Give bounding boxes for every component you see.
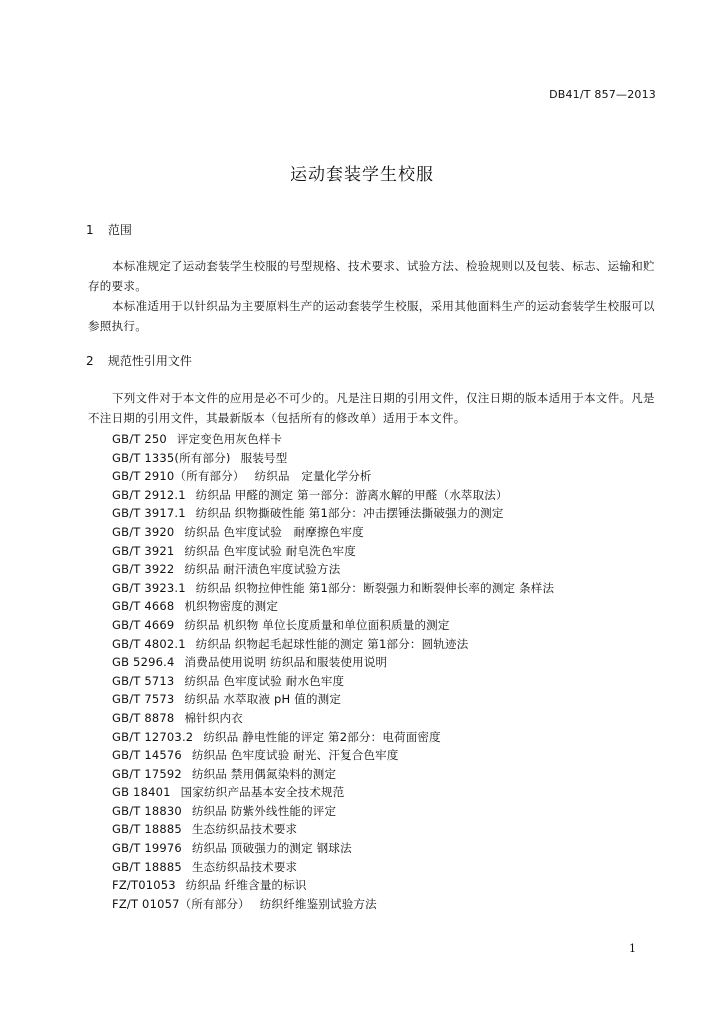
section-title: 规范性引用文件 bbox=[107, 354, 192, 368]
reference-title: 纺织品 甲醛的测定 第一部分：游离水解的甲醛（水萃取法） bbox=[195, 487, 508, 502]
reference-list bbox=[112, 430, 554, 913]
reference-code: GB/T 2910（所有部分） bbox=[112, 469, 245, 484]
reference-title: 消费品使用说明 纺织品和服装使用说明 bbox=[184, 655, 388, 670]
reference-title: 纺织品 禁用偶氮染料的测定 bbox=[191, 766, 337, 781]
list-item bbox=[112, 839, 554, 858]
section-heading-normative-references bbox=[86, 352, 192, 369]
reference-code: GB/T 4668 bbox=[112, 599, 175, 614]
section-title: 范围 bbox=[107, 223, 132, 237]
list-item bbox=[112, 783, 554, 802]
reference-title: 服装号型 bbox=[240, 450, 288, 465]
reference-title: 评定变色用灰色样卡 bbox=[176, 432, 283, 446]
list-item bbox=[112, 672, 554, 691]
reference-title: 国家纺织产品基本安全技术规范 bbox=[180, 785, 345, 800]
reference-title: 棉针织内衣 bbox=[184, 710, 243, 725]
reference-title: 纺织品 织物起毛起球性能的测定 第1部分：圆轨迹法 bbox=[195, 636, 469, 651]
header-rule bbox=[88, 106, 658, 107]
reference-code: GB/T 8878 bbox=[112, 710, 175, 725]
reference-code: GB/T 3920 bbox=[112, 524, 175, 539]
list-item bbox=[112, 802, 554, 821]
reference-code: GB/T 17592 bbox=[112, 766, 182, 781]
reference-title: 纺织品 静电性能的评定 第2部分：电荷面密度 bbox=[203, 729, 441, 744]
list-item bbox=[112, 597, 554, 616]
page-number: 1 bbox=[629, 942, 636, 955]
reference-code: GB/T 4802.1 bbox=[112, 636, 186, 651]
list-item bbox=[112, 523, 554, 542]
reference-title: 纺织品 机织物 单位长度质量和单位面积质量的测定 bbox=[184, 617, 450, 632]
list-item bbox=[112, 560, 554, 579]
reference-title: 纺织品 色牢度试验 耐皂洗色牢度 bbox=[184, 543, 356, 558]
list-item bbox=[112, 690, 554, 709]
references-intro-paragraph: 下列文件对于本文件的应用是必不可少的。凡是注日期的引用文件，仅注日期的版本适用于本文件。凡是不注日期的引用文件，其最新版本（包括所有的修改单）适用于本文件。 bbox=[88, 391, 655, 425]
reference-title: 纺织品 水萃取液 pH 值的测定 bbox=[184, 692, 342, 707]
section-number: 1 bbox=[86, 223, 94, 237]
list-item bbox=[112, 728, 554, 747]
reference-code: GB 5296.4 bbox=[112, 655, 175, 670]
reference-code: GB/T 18830 bbox=[112, 803, 182, 818]
reference-code: GB/T 18885 bbox=[112, 859, 182, 874]
reference-title: 纺织纤维鉴别试验方法 bbox=[259, 896, 377, 911]
list-item bbox=[112, 895, 554, 914]
scope-paragraph-2: 本标准适用于以针织品为主要原料生产的运动套装学生校服，采用其他面料生产的运动套装学生校服可以参照执行。 bbox=[88, 299, 655, 333]
reference-title: 纺织品 纤维含量的标识 bbox=[185, 878, 307, 893]
reference-code: GB/T 1335(所有部分) bbox=[112, 450, 231, 465]
reference-code: GB/T 3922 bbox=[112, 562, 175, 577]
reference-code: GB 18401 bbox=[112, 785, 171, 800]
reference-title: 纺织品 色牢度试验 耐摩擦色牢度 bbox=[184, 524, 364, 539]
reference-title: 纺织品 织物撕破性能 第1部分：冲击摆锤法撕破强力的测定 bbox=[195, 506, 504, 521]
list-item bbox=[112, 467, 554, 486]
reference-code: GB/T 4669 bbox=[112, 617, 175, 632]
document-title: 运动套装学生校服 bbox=[290, 165, 434, 185]
reference-title: 生态纺织品技术要求 bbox=[191, 822, 298, 837]
reference-title: 纺织品 织物拉伸性能 第1部分：断裂强力和断裂伸长率的测定 条样法 bbox=[195, 580, 555, 595]
reference-title: 机织物密度的测定 bbox=[184, 599, 279, 614]
list-item bbox=[112, 709, 554, 728]
list-item bbox=[112, 653, 554, 672]
reference-title: 纺织品 色牢度试验 耐光、汗复合色牢度 bbox=[191, 748, 399, 763]
list-item bbox=[112, 635, 554, 654]
reference-code: GB/T 19976 bbox=[112, 841, 182, 856]
reference-code: GB/T 250 bbox=[112, 432, 167, 446]
reference-code: FZ/T01053 bbox=[112, 878, 176, 893]
list-item bbox=[112, 820, 554, 839]
reference-title: 纺织品 色牢度试验 耐水色牢度 bbox=[184, 673, 345, 688]
list-item bbox=[112, 746, 554, 765]
reference-title: 纺织品 防紫外线性能的评定 bbox=[191, 803, 337, 818]
list-item bbox=[112, 858, 554, 877]
reference-title: 纺织品 定量化学分析 bbox=[254, 469, 372, 484]
list-item bbox=[112, 579, 554, 598]
list-item bbox=[112, 486, 554, 505]
list-item bbox=[112, 542, 554, 561]
list-item bbox=[112, 876, 554, 895]
reference-title: 纺织品 耐汗渍色牢度试验方法 bbox=[184, 562, 341, 577]
reference-code: GB/T 3923.1 bbox=[112, 580, 186, 595]
section-number: 2 bbox=[86, 354, 94, 368]
list-item bbox=[112, 449, 554, 468]
reference-code: GB/T 3921 bbox=[112, 543, 175, 558]
list-item bbox=[112, 616, 554, 635]
list-item bbox=[112, 765, 554, 784]
reference-code: GB/T 14576 bbox=[112, 748, 182, 763]
reference-code: GB/T 3917.1 bbox=[112, 506, 186, 521]
reference-code: GB/T 12703.2 bbox=[112, 729, 194, 744]
document-code: DB41/T 857—2013 bbox=[549, 88, 656, 101]
reference-code: GB/T 18885 bbox=[112, 822, 182, 837]
reference-code: GB/T 7573 bbox=[112, 692, 175, 707]
reference-code: GB/T 2912.1 bbox=[112, 487, 186, 502]
list-item bbox=[112, 504, 554, 523]
section-heading-scope bbox=[86, 221, 132, 238]
scope-paragraph-1: 本标准规定了运动套装学生校服的号型规格、技术要求、试验方法、检验规则以及包装、标志、运输和贮存的要求。 bbox=[88, 259, 655, 293]
list-item bbox=[112, 430, 554, 449]
reference-title: 生态纺织品技术要求 bbox=[191, 859, 298, 874]
reference-code: GB/T 5713 bbox=[112, 673, 175, 688]
reference-code: FZ/T 01057（所有部分） bbox=[112, 896, 250, 911]
reference-title: 纺织品 顶破强力的测定 钢球法 bbox=[191, 841, 352, 856]
